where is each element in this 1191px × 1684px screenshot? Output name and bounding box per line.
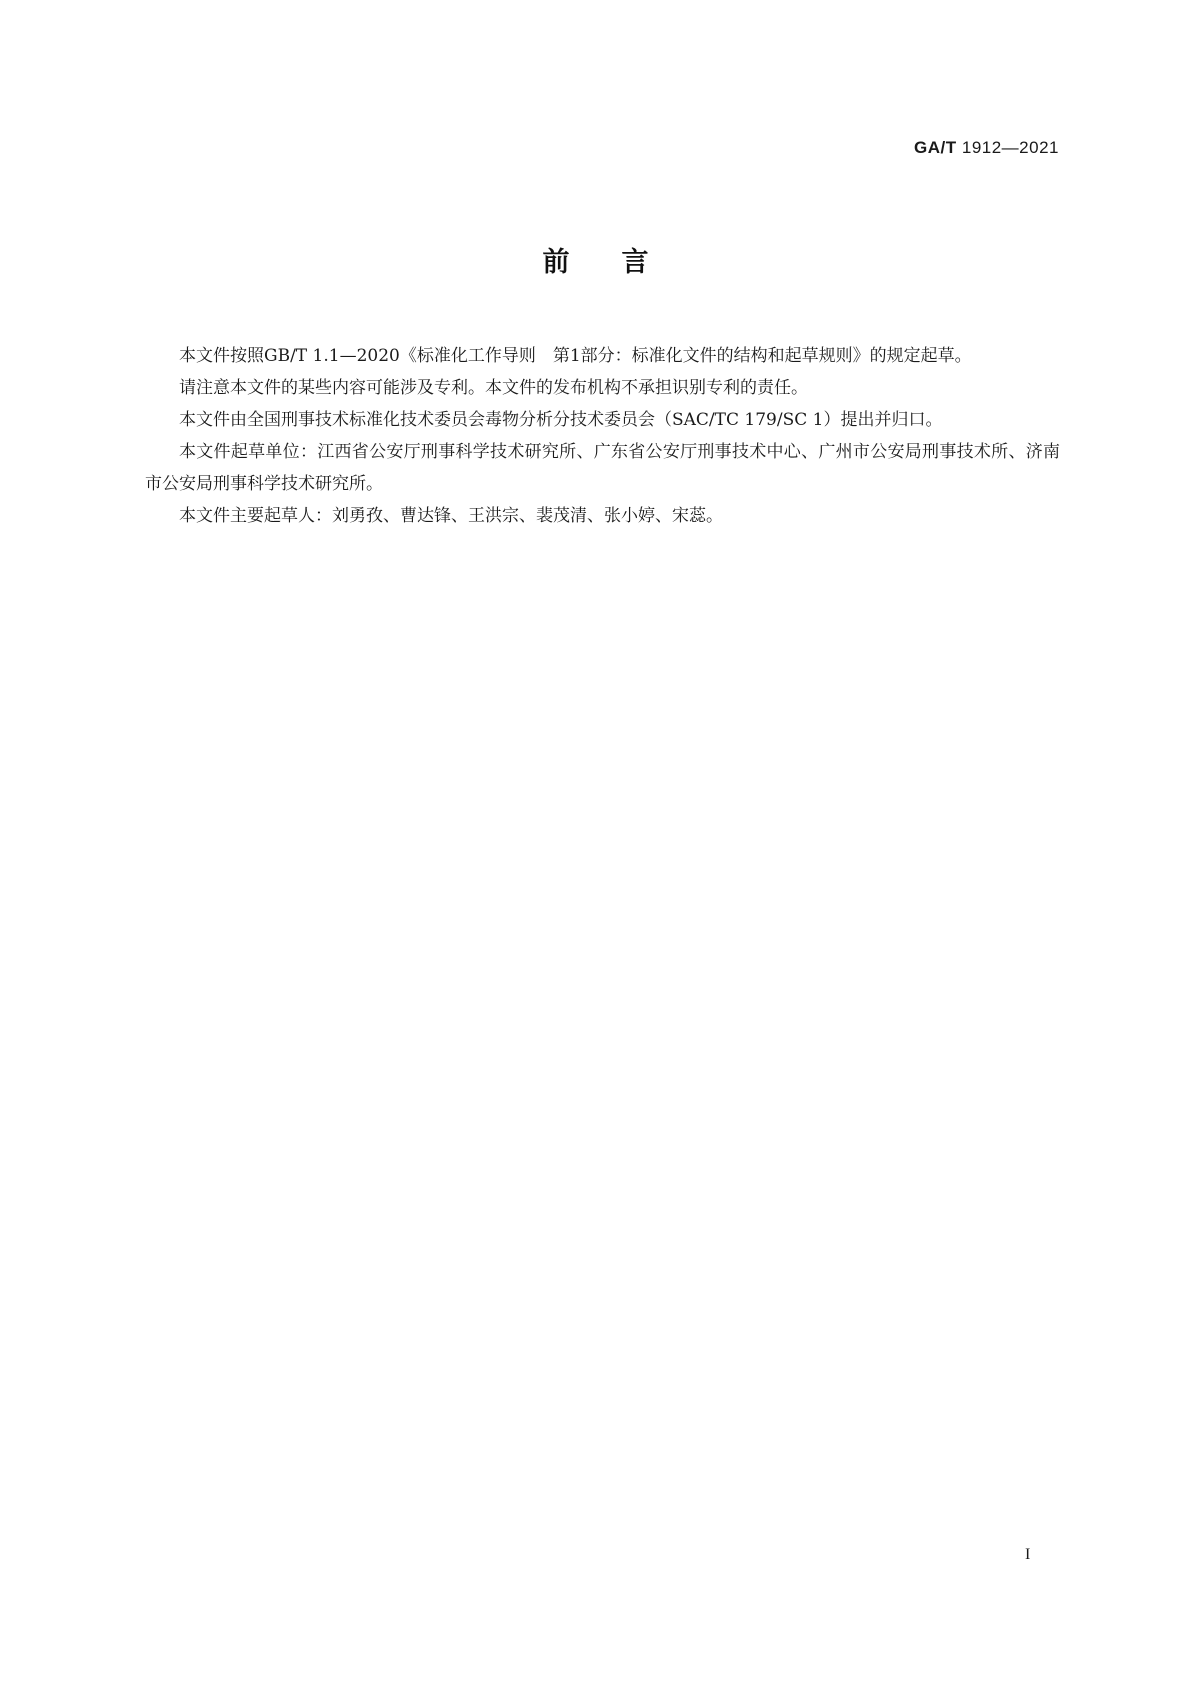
standard-code [914,138,1059,158]
paragraph-proposer: 本文件由全国刑事技术标准化技术委员会毒物分析分技术委员会（SAC/TC 179/SC 1）提出并归口。 [179,410,943,430]
paragraph-drafting-units: 本文件起草单位：江西省公安厅刑事科学技术研究所、广东省公安厅刑事技术中心、广州市公安局刑事技术所、济南市公安局刑事科学技术研究所。 [145,442,1060,494]
paragraph-patent-notice: 请注意本文件的某些内容可能涉及专利。本文件的发布机构不承担识别专利的责任。 [179,378,808,398]
paragraph-drafters: 本文件主要起草人：刘勇孜、曹达锋、王洪宗、裴茂清、张小婷、宋蕊。 [179,506,723,526]
page-title: 前言 [542,247,701,278]
foreword-body [145,340,1060,532]
paragraph-drafting-rules: 本文件按照GB/T 1.1—2020《标准化工作导则 第1部分：标准化文件的结构和起草规则》的规定起草。 [179,346,972,366]
page-number: I [1025,1546,1031,1563]
standard-code-number: 1912—2021 [961,138,1059,157]
standard-code-prefix: GA/T [914,138,957,157]
